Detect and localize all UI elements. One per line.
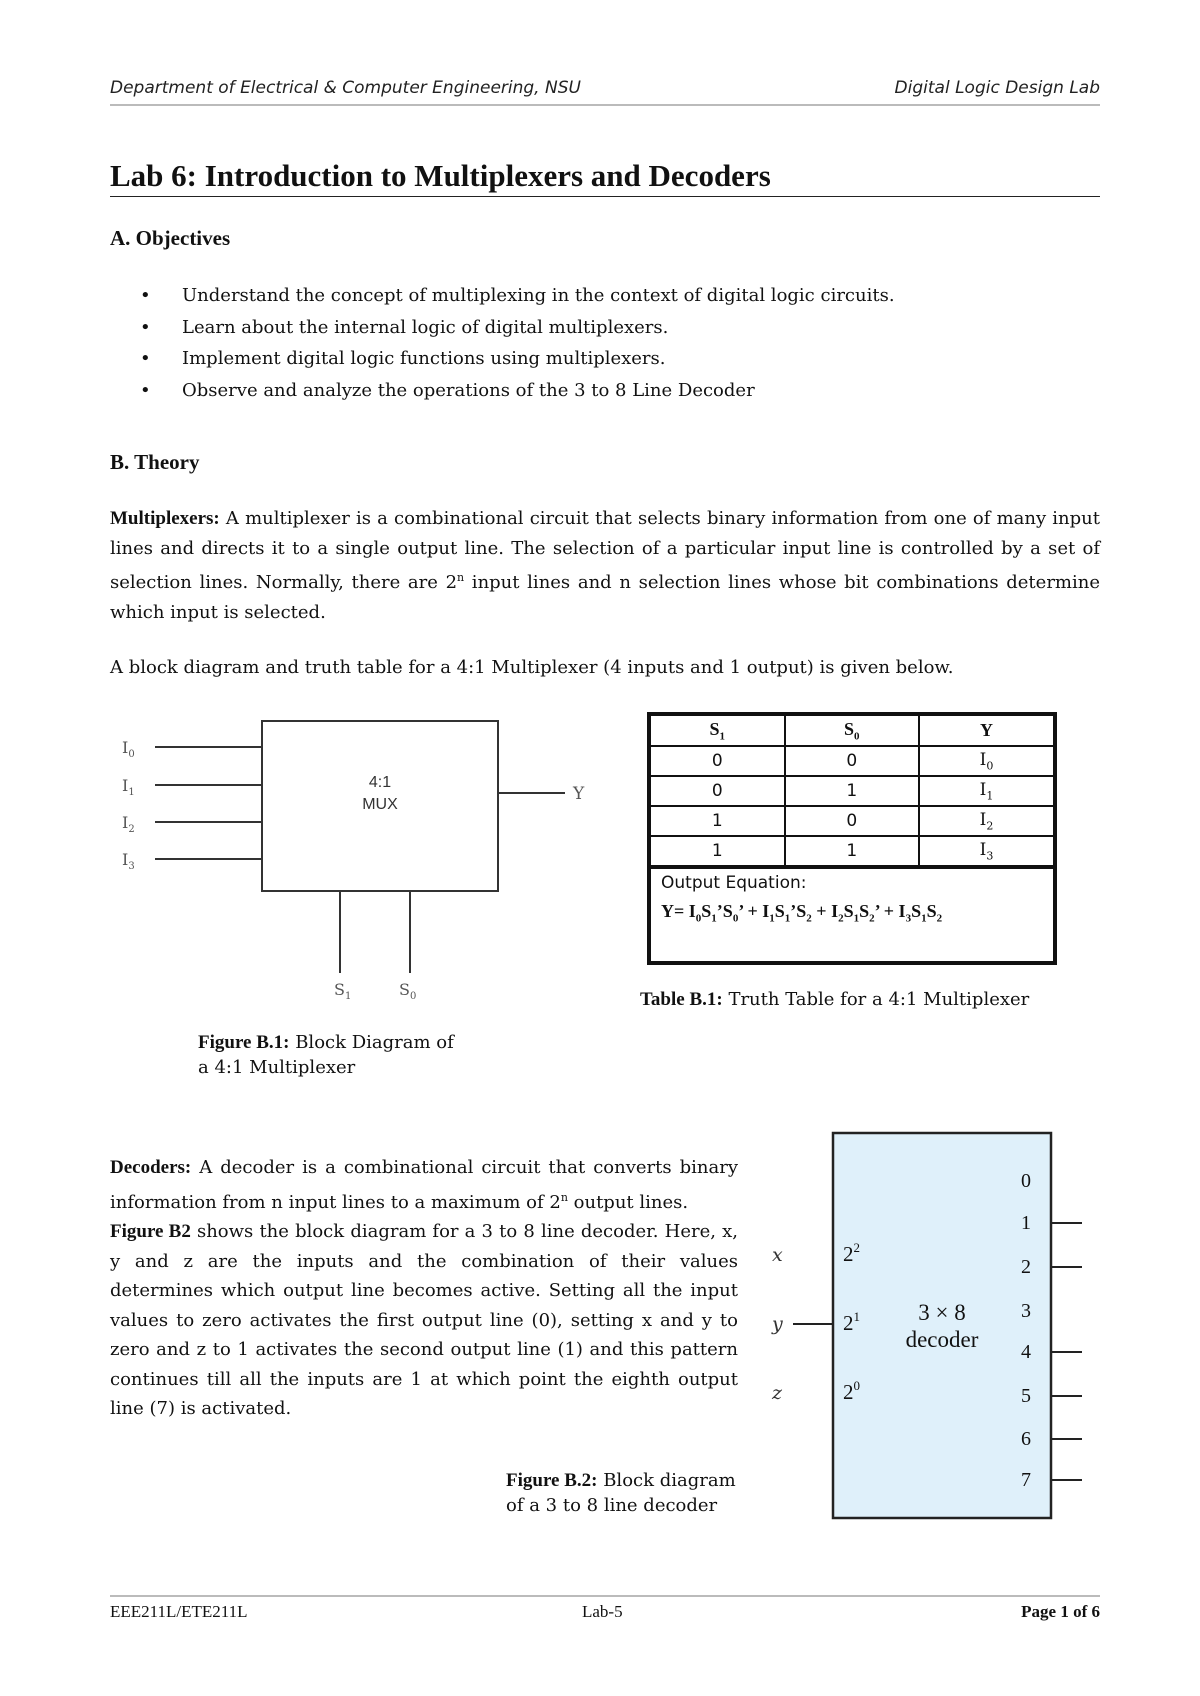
table-row: 0 0 $I_0$ [650,746,1054,776]
equation-term: $I_0S_1’S_0$’ + [688,901,763,925]
footer-lab-number: Lab-5 [582,1602,623,1621]
figure-b2-reference: Figure B2 [110,1221,191,1242]
table-header-row [650,715,1054,746]
output-equation: $Y= I_0S_1’S_0$’ + $I_1S_1’S_2 + I_2S_1S_2$’ + $I_3S_1S_2$ [661,901,943,925]
input-label-0: $I_0$ [122,738,135,760]
mux-label-ratio: 4:1 [368,774,392,791]
decoder-size-label: 3 × 8 [918,1300,966,1325]
objective-item: • Implement digital logic functions using multiplexers. [110,348,895,380]
objectives-list [110,285,895,411]
decoder-paragraph: Decoders: A decoder is a combinational circuit that converts binary information from n input lines to a maximum of 2$^n$ output lines. Figure B2 shows the block diagram for a 3 to 8 line decoder. Here, x, y and z are the inputs and the combination of their values determines which output line becomes active. Setting all the input values to zero activates the first output line (0), setting x and y to zero and z to 1 activates the second output line (1) and this pattern continues till all the inputs are 1 at which point the eighth output line (7) is activated. [110,1157,738,1419]
input-label-3: $I_3$ [122,850,135,872]
table-b1-caption: Table B.1: Truth Table for a 4:1 Multiplexer [640,989,1030,1010]
weight-1: $2^1$ [843,1309,860,1335]
decoder-block-diagram [760,1125,1090,1525]
decoder-output-label-5: 5 [1021,1385,1031,1407]
decoder-output-label-1: 1 [1021,1212,1031,1234]
input-label-1: $I_1$ [122,776,135,798]
input-z: z [772,1382,783,1404]
input-y: y [772,1313,783,1335]
mux-block-diagram [110,705,610,1005]
equation-term: $I_1S_1’S_2$ + [762,901,832,925]
footer-rule [110,1595,1100,1597]
header-y: Y [919,715,1054,746]
equation-label: Output Equation: [661,873,807,893]
decoder-output-label-7: 7 [1021,1469,1031,1491]
equation-term: $I_2S_1S_2$’ + [831,901,899,925]
weight-2: $2^2$ [843,1240,860,1266]
table-row: 0 1 $I_1$ [650,776,1054,806]
title-rule [110,196,1100,197]
decoder-output-label-0: 0 [1021,1170,1031,1192]
decoder-name-label: decoder [905,1327,979,1352]
footer-course-code: EEE211L/ETE211L [110,1602,248,1621]
intro-line: A block diagram and truth table for a 4:1 Multiplexer (4 inputs and 1 output) is given below. [110,657,954,678]
equation-row [650,866,1054,962]
objective-item: • Understand the concept of multiplexing in the context of digital logic circuits. [110,285,895,317]
output-label: Y [573,784,585,804]
figure-b1-caption: Figure B.1: Block Diagram of a 4:1 Multiplexer [198,1032,454,1078]
input-x: x [772,1244,783,1266]
objective-item: • Observe and analyze the operations of the 3 to 8 Line Decoder [110,380,895,412]
table-row: 1 1 $I_3$ [650,836,1054,866]
input-label-2: $I_2$ [122,813,135,835]
mux-label-name: MUX [362,796,398,813]
header-course: Digital Logic Design Lab [894,78,1100,98]
header-department: Department of Electrical & Computer Engineering, NSU [110,78,581,98]
decoder-box [833,1133,1051,1518]
figure-b2-caption: Figure B.2: Block diagram of a 3 to 8 line decoder [506,1470,736,1516]
footer-page-number: Page 1 of 6 [1021,1602,1100,1621]
equation-term: $I_3S_1S_2$ [898,901,943,925]
theory-heading: B. Theory [110,450,200,474]
objectives-heading: A. Objectives [110,226,231,250]
decoder-term: Decoders: [110,1157,192,1178]
multiplexer-paragraph: Multiplexers: A multiplexer is a combinational circuit that selects binary information from one of many input lines and directs it to a single output line. The selection of a particular input line is controlled by a set of selection lines. Normally, there are 2$^n$ input lines and n selection lines whose bit combinations determine which input is selected. [110,508,1100,623]
truth-table [647,712,1057,965]
page-title: Lab 6: Introduction to Multiplexers and Decoders [110,158,771,193]
header-s0: $S_0$ [785,715,920,746]
header-s1: $S_1$ [650,715,785,746]
table-row: 1 0 $I_2$ [650,806,1054,836]
weight-0: $2^0$ [843,1378,860,1404]
decoder-output-label-4: 4 [1021,1341,1031,1363]
multiplexer-term: Multiplexers: [110,508,220,529]
decoder-output-label-2: 2 [1021,1256,1031,1278]
decoder-output-label-6: 6 [1021,1428,1031,1450]
header-rule [110,104,1100,106]
decoder-output-label-3: 3 [1021,1300,1031,1322]
select-label-1: $S_1$ [334,980,352,1002]
select-label-0: $S_0$ [399,980,417,1002]
objective-item: • Learn about the internal logic of digital multiplexers. [110,317,895,349]
